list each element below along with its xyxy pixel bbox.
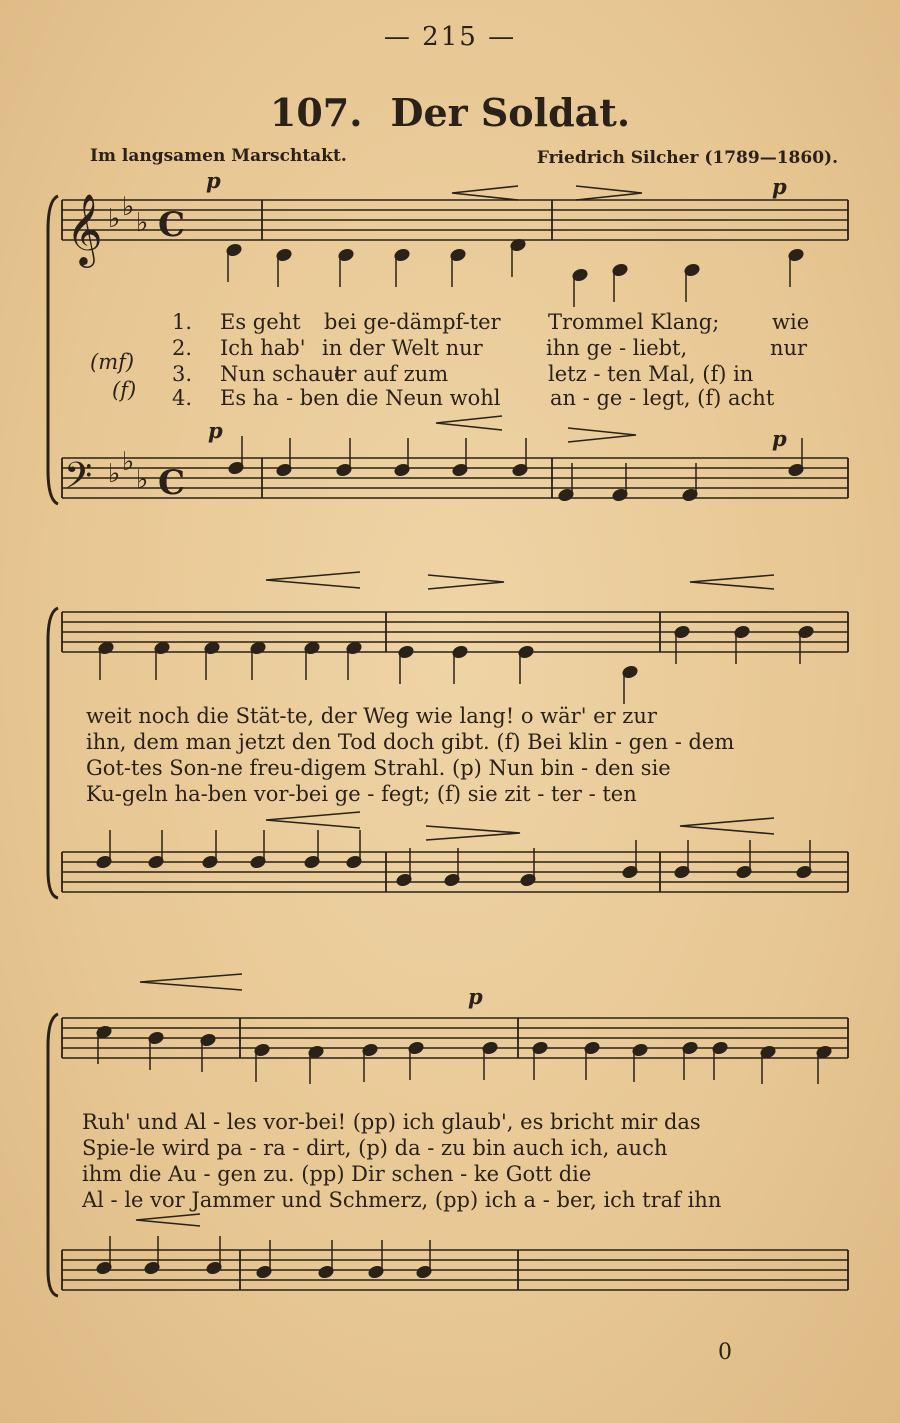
svg-text:♭: ♭ [136, 208, 149, 238]
verse-2-word-a: Ich hab' [220, 336, 306, 360]
svg-text:C: C [158, 463, 186, 503]
verse-4-number: 4. [172, 386, 193, 410]
svg-text:♭: ♭ [108, 459, 121, 489]
system3-line-2: Spie-le wird pa - ra - dirt, (p) da - zu bin auch ich, auch [82, 1136, 668, 1160]
svg-text:♭: ♭ [122, 447, 135, 477]
verse-4-word-a: Es ha [220, 386, 279, 410]
verse-2-word-d: nur [770, 336, 808, 360]
dynamic-p-1: p [206, 168, 221, 193]
verse-1-word-b: bei ge-dämpf-ter [324, 310, 501, 334]
svg-text:♭: ♭ [122, 192, 135, 222]
page-stamp: 0 [718, 1340, 732, 1365]
verse-3-word-b: er auf zum [334, 362, 449, 386]
verse-3-word-a: Nun schaut [220, 362, 343, 386]
song-name: Der Soldat. [390, 90, 631, 135]
verse-3-number: 3. [172, 362, 193, 386]
system2-line-1: weit noch die Stät-te, der Weg wie lang! o wär' er zur [86, 704, 657, 728]
verse-4-word-c: an - ge - legt, (f) acht [550, 386, 775, 410]
staff-bass-3 [62, 1250, 848, 1290]
verse-2-word-c: ihn ge - liebt, [546, 336, 688, 360]
song-number: 107. [269, 90, 363, 135]
verse-1-number: 1. [172, 310, 193, 334]
system3-line-4: Al - le vor Jammer und Schmerz, (pp) ich a - ber, ich traf ihn [82, 1188, 722, 1212]
verse-2-number: 2. [172, 336, 193, 360]
svg-text:♭: ♭ [136, 465, 149, 495]
dynamic-p-4: p [772, 426, 787, 451]
svg-text:C: C [158, 205, 186, 245]
system2-line-2: ihn, dem man jetzt den Tod doch gibt. (f) Bei klin - gen - dem [86, 730, 735, 754]
bass-clef-icon: 𝄢 [64, 455, 93, 506]
verse-3-word-c: letz - ten Mal, (f) in [548, 362, 754, 386]
verse-2-word-b: in der Welt nur [322, 336, 483, 360]
verse-1-word-c: Trommel Klang; [548, 310, 720, 334]
system3-line-1: Ruh' und Al - les vor-bei! (pp) ich glaub', es bricht mir das [82, 1110, 701, 1134]
treble-clef-icon: 𝄞 [66, 192, 103, 265]
verse-4-word-b: - ben die Neun wohl [286, 386, 501, 410]
tempo-marking: Im langsamen Marschtakt. [90, 146, 347, 166]
dynamic-p-3: p [208, 418, 223, 443]
page-number: — 215 — [383, 22, 517, 52]
staff-treble-2 [62, 612, 848, 652]
staff-treble-3 [62, 1018, 848, 1058]
dynamic-p-2: p [772, 174, 787, 199]
dynamic-p-5: p [468, 984, 483, 1009]
verse-mark-3: (mf) [90, 350, 135, 374]
system3-line-3: ihm die Au - gen zu. (pp) Dir schen - ke Gott die [82, 1162, 592, 1186]
system2-line-4: Ku-geln ha-ben vor-bei ge - fegt; (f) sie zit - ter - ten [86, 782, 637, 806]
verse-mark-4: (f) [112, 378, 137, 402]
svg-text:♭: ♭ [108, 204, 121, 234]
composer-credit: Friedrich Silcher (1789—1860). [536, 148, 838, 168]
verse-1-word-d: wie [772, 310, 810, 334]
system2-line-3: Got-tes Son-ne freu-digem Strahl. (p) Nun bin - den sie [86, 756, 671, 780]
verse-1-word-a: Es geht [220, 310, 301, 334]
staff-bass-2 [62, 852, 848, 892]
